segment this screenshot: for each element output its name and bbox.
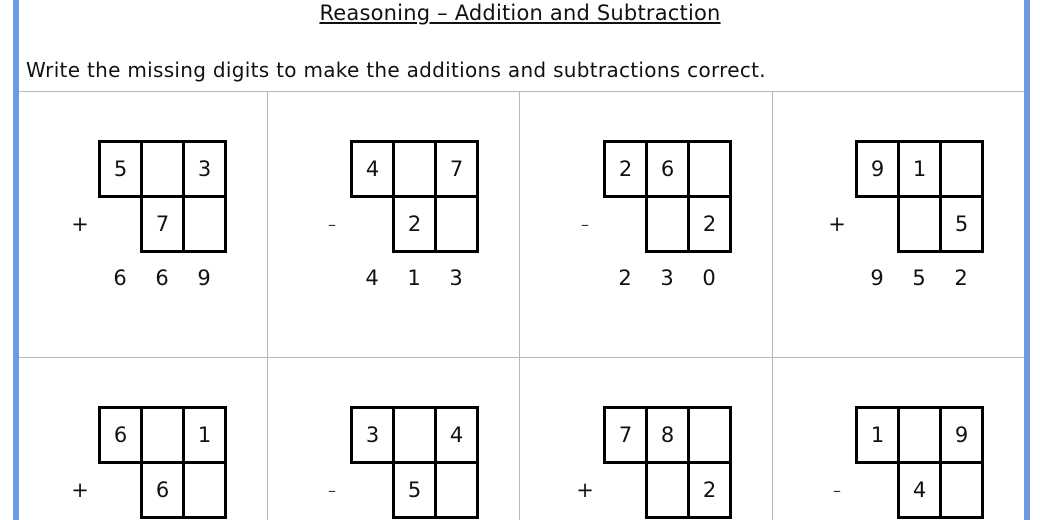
worksheet-instructions: Write the missing digits to make the additions and subtractions correct. [26, 58, 766, 82]
digit-box[interactable] [392, 406, 437, 464]
operator-sign: – [328, 481, 336, 500]
digit-box[interactable]: 3 [350, 406, 395, 464]
operator-sign: – [581, 215, 589, 234]
digit-box[interactable]: 6 [645, 140, 690, 198]
problem-4 [757, 0, 1009, 290]
digit-box[interactable]: 2 [687, 461, 732, 519]
digit-box[interactable]: 9 [939, 406, 984, 464]
answer-digit: 6 [113, 266, 127, 290]
digit-box[interactable]: 2 [392, 195, 437, 253]
answer-digit: 9 [197, 266, 211, 290]
digit-box[interactable] [897, 406, 942, 464]
problem-5 [0, 266, 252, 532]
digit-box[interactable]: 8 [645, 406, 690, 464]
digit-box[interactable] [392, 140, 437, 198]
digit-box[interactable]: 4 [434, 406, 479, 464]
operator-sign: + [576, 478, 594, 502]
digit-box[interactable]: 6 [98, 406, 143, 464]
operator-sign: + [71, 478, 89, 502]
problem-1 [0, 0, 252, 290]
answer-digit: 3 [660, 266, 674, 290]
digit-box[interactable] [897, 195, 942, 253]
worksheet-title: Reasoning – Addition and Subtraction [319, 1, 721, 25]
digit-box[interactable]: 1 [897, 140, 942, 198]
digit-box[interactable]: 7 [603, 406, 648, 464]
digit-box[interactable] [645, 461, 690, 519]
operator-sign: + [71, 212, 89, 236]
answer-digit: 1 [407, 266, 421, 290]
problem-7 [505, 266, 757, 532]
answer-digit: 9 [870, 266, 884, 290]
digit-box[interactable] [140, 140, 185, 198]
digit-box[interactable]: 3 [182, 140, 227, 198]
digit-box[interactable]: 5 [98, 140, 143, 198]
digit-box[interactable]: 5 [939, 195, 984, 253]
answer-digit: 5 [912, 266, 926, 290]
digit-box[interactable]: 5 [392, 461, 437, 519]
problem-6 [252, 266, 504, 532]
right-border-bar [1024, 0, 1030, 520]
digit-box[interactable] [645, 195, 690, 253]
operator-sign: – [833, 481, 841, 500]
digit-box[interactable]: 1 [182, 406, 227, 464]
digit-box[interactable] [687, 406, 732, 464]
digit-box[interactable]: 7 [140, 195, 185, 253]
digit-box[interactable] [687, 140, 732, 198]
problem-8 [757, 266, 1009, 532]
digit-box[interactable]: 4 [350, 140, 395, 198]
digit-box[interactable] [939, 140, 984, 198]
digit-box[interactable]: 4 [897, 461, 942, 519]
digit-box[interactable]: 6 [140, 461, 185, 519]
digit-box[interactable] [140, 406, 185, 464]
digit-box[interactable] [182, 461, 227, 519]
digit-box[interactable]: 2 [687, 195, 732, 253]
digit-box[interactable] [434, 461, 479, 519]
operator-sign: – [328, 215, 336, 234]
problem-2 [252, 0, 504, 290]
digit-box[interactable] [182, 195, 227, 253]
digit-box[interactable] [434, 195, 479, 253]
digit-box[interactable]: 1 [855, 406, 900, 464]
operator-sign: + [828, 212, 846, 236]
digit-box[interactable]: 7 [434, 140, 479, 198]
digit-box[interactable]: 2 [603, 140, 648, 198]
answer-digit: 3 [449, 266, 463, 290]
answer-digit: 6 [155, 266, 169, 290]
digit-box[interactable] [939, 461, 984, 519]
digit-box[interactable]: 9 [855, 140, 900, 198]
answer-digit: 2 [954, 266, 968, 290]
problem-3 [505, 0, 757, 290]
answer-digit: 0 [702, 266, 716, 290]
answer-digit: 2 [618, 266, 632, 290]
answer-digit: 4 [365, 266, 379, 290]
